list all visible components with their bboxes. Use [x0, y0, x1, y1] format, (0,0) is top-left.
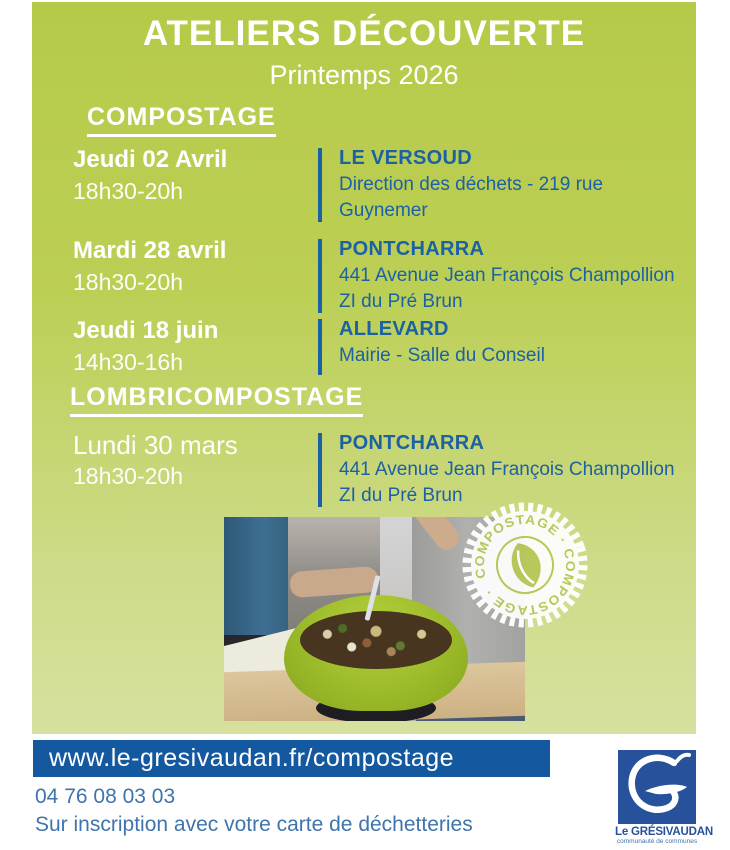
- date-column: [73, 430, 318, 509]
- flyer-body: [32, 2, 696, 734]
- workshop-address: 441 Avenue Jean François Champollion ZI du Pré Brun: [339, 459, 675, 506]
- separator-bar: [318, 319, 322, 375]
- workshop-time: 18h30-20h: [73, 269, 183, 295]
- gresivaudan-monogram-icon: [618, 750, 696, 824]
- location-column: [339, 430, 684, 509]
- workshop-date: Jeudi 02 Avril: [73, 146, 228, 173]
- separator-bar: [318, 148, 322, 222]
- workshop-address: Mairie - Salle du Conseil: [339, 345, 545, 366]
- stamp-ring-text: COMPOSTAGE · COMPOSTAGE ·: [471, 511, 579, 619]
- workshop-city: LE VERSOUD: [339, 147, 473, 169]
- date-column: [73, 316, 318, 377]
- workshop-row: [73, 145, 684, 224]
- workshop-time: 18h30-20h: [73, 178, 183, 204]
- workshop-row: [73, 430, 684, 509]
- date-column: [73, 145, 318, 224]
- compost-contents: [300, 611, 452, 669]
- workshop-date: Lundi 30 mars: [73, 430, 238, 460]
- workshop-city: PONTCHARRA: [339, 432, 485, 454]
- location-column: [339, 236, 684, 315]
- location-column: [339, 316, 684, 377]
- separator-bar: [318, 239, 322, 313]
- person-figure: [224, 517, 290, 645]
- registration-note: Sur inscription avec votre carte de déchetteries: [35, 813, 473, 836]
- gresivaudan-logo: [615, 750, 713, 845]
- workshop-time: 18h30-20h: [73, 463, 183, 489]
- workshop-date: Mardi 28 avril: [73, 237, 227, 264]
- website-url: www.le-gresivaudan.fr/compostage: [49, 744, 455, 772]
- logo-name: Le GRÉSIVAUDAN: [615, 826, 713, 838]
- workshop-row: [73, 316, 684, 377]
- workshop-row: [73, 236, 684, 315]
- section-heading-compostage: COMPOSTAGE: [87, 103, 276, 137]
- page-title: ATELIERS DÉCOUVERTE: [142, 14, 586, 53]
- workshop-time: 14h30-16h: [73, 349, 183, 375]
- section-heading-lombricompostage: LOMBRICOMPOSTAGE: [70, 383, 363, 417]
- workshop-city: ALLEVARD: [339, 318, 449, 340]
- workshop-date: Jeudi 18 juin: [73, 317, 219, 344]
- workshop-city: PONTCHARRA: [339, 238, 485, 260]
- separator-bar: [318, 433, 322, 507]
- phone-number: 04 76 08 03 03: [35, 785, 176, 808]
- compostage-stamp-icon: [460, 500, 590, 630]
- website-banner: [33, 740, 550, 777]
- workshop-address: 441 Avenue Jean François Champollion ZI du Pré Brun: [339, 265, 675, 312]
- date-column: [73, 236, 318, 315]
- workshop-address: Direction des déchets - 219 rue Guynemer: [339, 174, 604, 221]
- page-subtitle: Printemps 2026: [269, 60, 459, 90]
- location-column: [339, 145, 684, 224]
- logo-tagline: communauté de communes: [616, 838, 698, 845]
